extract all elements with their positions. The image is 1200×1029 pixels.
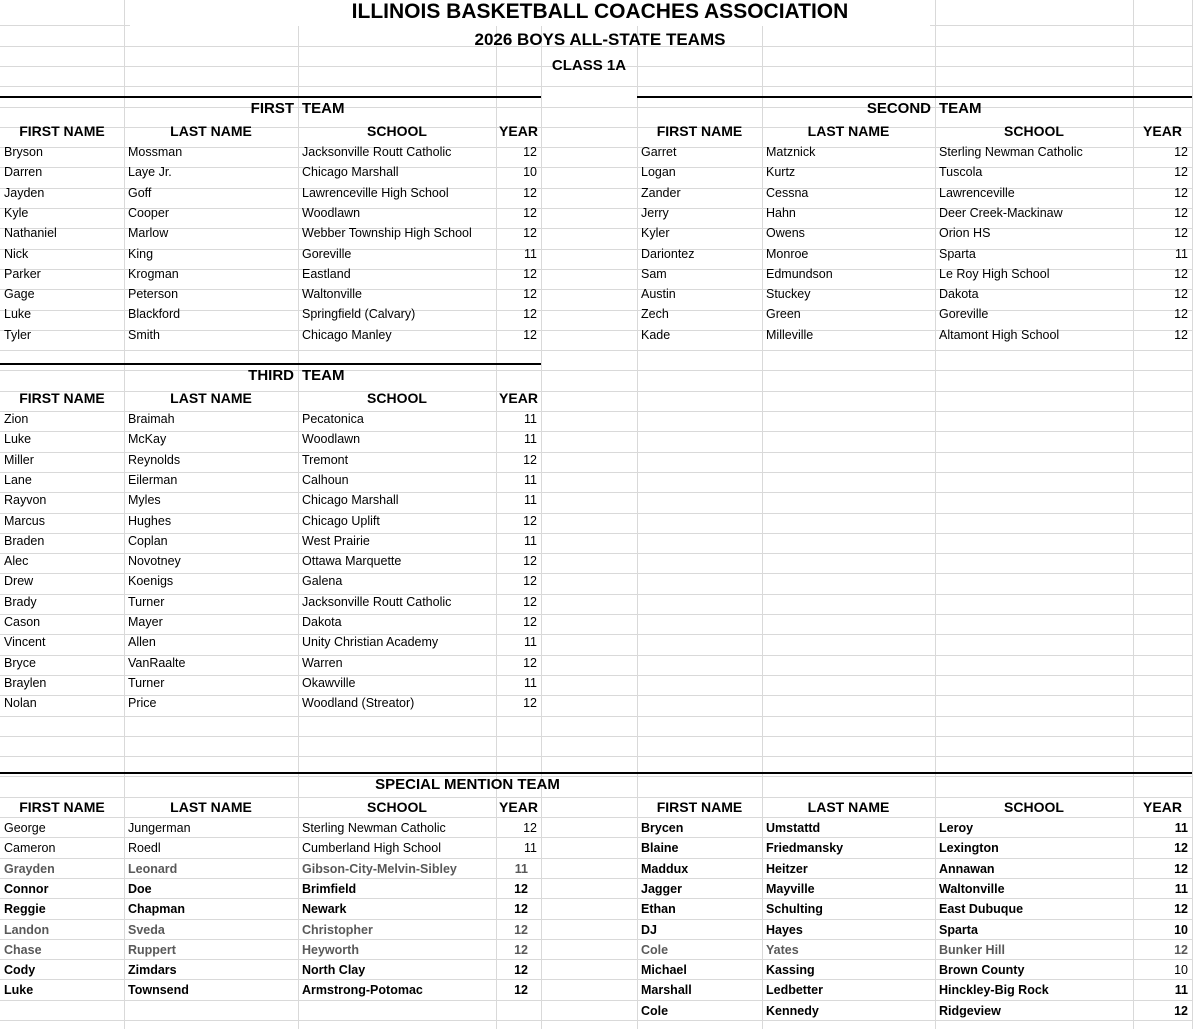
last-name-cell: Stuckey xyxy=(766,287,811,302)
first-name-cell: Brycen xyxy=(641,821,684,835)
header-first-name: FIRST NAME xyxy=(656,799,743,815)
grid-column-line xyxy=(762,0,763,1029)
school-cell: Christopher xyxy=(302,922,373,937)
section-label-team: TEAM xyxy=(302,367,345,384)
school-cell: Ottawa Marquette xyxy=(302,554,402,569)
last-name-cell: Koenigs xyxy=(128,574,174,589)
first-name-cell: Grayden xyxy=(4,861,55,876)
year-cell: 12 xyxy=(1174,942,1188,957)
first-name-cell: Ethan xyxy=(641,902,676,917)
year-cell: 12 xyxy=(1174,185,1188,200)
first-name-cell: Zech xyxy=(641,307,669,322)
school-cell: Lexington xyxy=(939,841,999,856)
last-name-cell: Heitzer xyxy=(766,861,808,876)
first-name-cell: Jagger xyxy=(641,881,682,896)
last-name-cell: Ledbetter xyxy=(766,983,823,998)
last-name-cell: Milleville xyxy=(766,327,814,342)
first-name-cell: Sam xyxy=(641,266,667,281)
year-cell: 11 xyxy=(524,432,537,447)
year-cell: 12 xyxy=(523,574,537,589)
header-last-name: LAST NAME xyxy=(170,123,252,139)
last-name-cell: Novotney xyxy=(128,554,181,569)
last-name-cell: Yates xyxy=(766,942,799,957)
header-first-name: FIRST NAME xyxy=(19,799,105,815)
year-cell: 12 xyxy=(523,266,537,281)
last-name-cell: Monroe xyxy=(766,246,809,261)
school-cell: Jacksonville Routt Catholic xyxy=(302,594,452,609)
section-label-team: TEAM xyxy=(302,100,345,117)
last-name-cell: Sveda xyxy=(128,922,165,937)
year-cell: 10 xyxy=(523,165,537,180)
header-first-name: FIRST NAME xyxy=(656,123,743,139)
year-cell: 12 xyxy=(514,902,528,917)
class-label: CLASS 1A xyxy=(551,57,627,74)
first-name-cell: Tyler xyxy=(4,327,32,342)
year-cell: 12 xyxy=(523,327,537,342)
header-year: YEAR xyxy=(499,799,538,815)
section-label: SPECIAL MENTION TEAM xyxy=(375,776,560,793)
last-name-cell: Allen xyxy=(128,635,156,650)
school-cell: Okawville xyxy=(302,675,356,690)
grid-row-line xyxy=(0,736,1192,737)
last-name-cell: Mayville xyxy=(766,881,815,896)
year-cell: 11 xyxy=(524,533,537,548)
header-year: YEAR xyxy=(499,390,538,406)
year-cell: 12 xyxy=(1174,902,1188,917)
year-cell: 11 xyxy=(524,841,537,856)
school-cell: Eastland xyxy=(302,266,351,281)
page-subtitle: 2026 BOYS ALL-STATE TEAMS xyxy=(474,30,726,49)
grid-column-line xyxy=(637,0,638,1029)
last-name-cell: Hahn xyxy=(766,205,796,220)
first-name-cell: Nathaniel xyxy=(4,226,57,241)
year-cell: 11 xyxy=(524,675,537,690)
year-cell: 12 xyxy=(1174,307,1188,322)
school-cell: Heyworth xyxy=(302,942,359,957)
school-cell: Woodlawn xyxy=(302,205,361,220)
last-name-cell: Ruppert xyxy=(128,942,176,957)
school-cell: Warren xyxy=(302,655,343,670)
header-last-name: LAST NAME xyxy=(170,799,252,815)
last-name-cell: Peterson xyxy=(128,287,179,302)
first-name-cell: Gage xyxy=(4,287,35,302)
header-school: SCHOOL xyxy=(1004,123,1064,139)
first-name-cell: Cole xyxy=(641,1003,669,1018)
last-name-cell: Friedmansky xyxy=(766,841,844,856)
school-cell: Sterling Newman Catholic xyxy=(302,821,446,835)
year-cell: 12 xyxy=(523,821,537,835)
first-name-cell: Marshall xyxy=(641,983,692,998)
header-last-name: LAST NAME xyxy=(170,390,252,406)
year-cell: 12 xyxy=(523,655,537,670)
year-cell: 12 xyxy=(523,554,537,569)
last-name-cell: Reynolds xyxy=(128,452,181,467)
last-name-cell: Coplan xyxy=(128,533,168,548)
school-cell: Bunker Hill xyxy=(939,942,1005,957)
first-name-cell: Kade xyxy=(641,327,671,342)
year-cell: 12 xyxy=(1174,266,1188,281)
last-name-cell: Jungerman xyxy=(128,821,191,835)
last-name-cell: Eilerman xyxy=(128,472,178,487)
year-cell: 11 xyxy=(524,412,537,426)
last-name-cell: King xyxy=(128,246,154,261)
section-label: THIRD xyxy=(248,367,294,384)
school-cell: Woodlawn xyxy=(302,432,361,447)
first-name-cell: Connor xyxy=(4,881,49,896)
year-cell: 11 xyxy=(524,246,537,261)
section-label: SECOND xyxy=(866,100,931,117)
year-cell: 12 xyxy=(1174,861,1188,876)
last-name-cell: Matznick xyxy=(766,145,816,159)
school-cell: Waltonville xyxy=(302,287,362,302)
school-cell: Sparta xyxy=(939,246,976,261)
school-cell: Waltonville xyxy=(939,881,1005,896)
last-name-cell: Krogman xyxy=(128,266,179,281)
school-cell: Galena xyxy=(302,574,343,589)
first-name-cell: Luke xyxy=(4,983,34,998)
last-name-cell: Green xyxy=(766,307,801,322)
school-cell: Brown County xyxy=(939,963,1025,978)
year-cell: 11 xyxy=(524,635,537,650)
school-cell: Hinckley-Big Rock xyxy=(939,983,1049,998)
header-last-name: LAST NAME xyxy=(807,799,890,815)
first-name-cell: Drew xyxy=(4,574,34,589)
year-cell: 12 xyxy=(523,615,537,629)
first-name-cell: Jayden xyxy=(4,185,45,200)
year-cell: 12 xyxy=(523,307,537,322)
school-cell: Ridgeview xyxy=(939,1003,1001,1018)
school-cell: Leroy xyxy=(939,821,974,835)
school-cell: Chicago Uplift xyxy=(302,513,380,528)
year-cell: 12 xyxy=(514,963,528,978)
school-cell: East Dubuque xyxy=(939,902,1024,917)
grid-column-line xyxy=(935,0,936,1029)
school-cell: Cumberland High School xyxy=(302,841,441,856)
first-name-cell: Luke xyxy=(4,432,32,447)
header-last-name: LAST NAME xyxy=(807,123,890,139)
year-cell: 12 xyxy=(1174,145,1188,159)
year-cell: 12 xyxy=(514,942,528,957)
section-label-team: TEAM xyxy=(939,100,982,117)
first-name-cell: Zion xyxy=(4,412,29,426)
header-school: SCHOOL xyxy=(367,123,427,139)
year-cell: 12 xyxy=(514,881,528,896)
year-cell: 12 xyxy=(523,594,537,609)
school-cell: Goreville xyxy=(939,307,989,322)
first-name-cell: Nolan xyxy=(4,696,37,711)
school-cell: Chicago Manley xyxy=(302,327,392,342)
school-cell: Calhoun xyxy=(302,472,349,487)
first-name-cell: Brady xyxy=(4,594,37,609)
first-name-cell: George xyxy=(4,821,46,835)
first-name-cell: Maddux xyxy=(641,861,689,876)
header-first-name: FIRST NAME xyxy=(19,390,105,406)
first-name-cell: Bryce xyxy=(4,655,36,670)
first-name-cell: Austin xyxy=(641,287,676,302)
year-cell: 11 xyxy=(524,493,537,508)
school-cell: Orion HS xyxy=(939,226,991,241)
year-cell: 11 xyxy=(524,472,537,487)
first-name-cell: Braylen xyxy=(4,675,47,690)
year-cell: 12 xyxy=(523,226,537,241)
last-name-cell: Kennedy xyxy=(766,1003,819,1018)
header-year: YEAR xyxy=(1143,799,1182,815)
last-name-cell: Laye Jr. xyxy=(128,165,172,180)
header-school: SCHOOL xyxy=(1004,799,1064,815)
school-cell: Lawrenceville High School xyxy=(302,185,449,200)
last-name-cell: Price xyxy=(128,696,157,711)
year-cell: 12 xyxy=(1174,1003,1188,1018)
grid-column-line xyxy=(1192,0,1193,1029)
last-name-cell: Umstattd xyxy=(766,821,821,835)
grid-row-line xyxy=(0,86,1192,87)
grid-column-line xyxy=(496,0,497,1029)
first-name-cell: Marcus xyxy=(4,513,45,528)
year-cell: 12 xyxy=(523,452,537,467)
first-name-cell: Jerry xyxy=(641,205,669,220)
first-name-cell: Braden xyxy=(4,533,45,548)
school-cell: Sparta xyxy=(939,922,978,937)
first-name-cell: Zander xyxy=(641,185,681,200)
last-name-cell: VanRaalte xyxy=(128,655,186,670)
last-name-cell: Cessna xyxy=(766,185,809,200)
year-cell: 12 xyxy=(523,287,537,302)
last-name-cell: Goff xyxy=(128,185,152,200)
grid-column-line xyxy=(1133,0,1134,1029)
grid-column-line xyxy=(541,0,542,1029)
school-cell: Dakota xyxy=(302,615,342,629)
year-cell: 10 xyxy=(1174,963,1188,978)
school-cell: Unity Christian Academy xyxy=(302,635,439,650)
first-name-cell: Luke xyxy=(4,307,32,322)
grid-column-line xyxy=(298,0,299,1029)
last-name-cell: Turner xyxy=(128,675,165,690)
year-cell: 10 xyxy=(1174,922,1188,937)
school-cell: Chicago Marshall xyxy=(302,493,399,508)
page-title: ILLINOIS BASKETBALL COACHES ASSOCIATION xyxy=(351,0,849,23)
school-cell: Altamont High School xyxy=(939,327,1060,342)
school-cell: Dakota xyxy=(939,287,979,302)
first-name-cell: Cody xyxy=(4,963,36,978)
year-cell: 12 xyxy=(523,185,537,200)
last-name-cell: Braimah xyxy=(128,412,175,426)
year-cell: 11 xyxy=(1174,881,1188,896)
header-first-name: FIRST NAME xyxy=(19,123,105,139)
first-name-cell: Lane xyxy=(4,472,32,487)
header-year: YEAR xyxy=(1143,123,1182,139)
last-name-cell: Smith xyxy=(128,327,160,342)
last-name-cell: Kurtz xyxy=(766,165,796,180)
grid-row-line xyxy=(0,716,1192,717)
school-cell: Gibson-City-Melvin-Sibley xyxy=(302,861,457,876)
first-name-cell: Bryson xyxy=(4,145,43,159)
last-name-cell: Kassing xyxy=(766,963,815,978)
first-name-cell: Vincent xyxy=(4,635,46,650)
first-name-cell: Reggie xyxy=(4,902,46,917)
last-name-cell: Cooper xyxy=(128,205,169,220)
last-name-cell: Owens xyxy=(766,226,805,241)
header-school: SCHOOL xyxy=(367,390,427,406)
first-name-cell: Chase xyxy=(4,942,42,957)
last-name-cell: Doe xyxy=(128,881,152,896)
year-cell: 12 xyxy=(514,983,528,998)
first-name-cell: Parker xyxy=(4,266,41,281)
last-name-cell: Mossman xyxy=(128,145,183,159)
first-name-cell: Logan xyxy=(641,165,676,180)
last-name-cell: Schulting xyxy=(766,902,823,917)
school-cell: West Prairie xyxy=(302,533,370,548)
section-label: FIRST xyxy=(250,100,294,117)
first-name-cell: Darren xyxy=(4,165,43,180)
first-name-cell: Blaine xyxy=(641,841,679,856)
school-cell: Goreville xyxy=(302,246,352,261)
last-name-cell: Townsend xyxy=(128,983,189,998)
last-name-cell: Hayes xyxy=(766,922,803,937)
first-name-cell: Michael xyxy=(641,963,687,978)
school-cell: Springfield (Calvary) xyxy=(302,307,416,322)
last-name-cell: Zimdars xyxy=(128,963,177,978)
last-name-cell: Chapman xyxy=(128,902,185,917)
year-cell: 12 xyxy=(523,696,537,711)
first-name-cell: DJ xyxy=(641,922,657,937)
school-cell: Tuscola xyxy=(939,165,983,180)
first-name-cell: Kyle xyxy=(4,205,29,220)
first-name-cell: Miller xyxy=(4,452,34,467)
first-name-cell: Rayvon xyxy=(4,493,47,508)
last-name-cell: Mayer xyxy=(128,615,163,629)
last-name-cell: Marlow xyxy=(128,226,169,241)
last-name-cell: Blackford xyxy=(128,307,181,322)
last-name-cell: Turner xyxy=(128,594,165,609)
year-cell: 11 xyxy=(1174,983,1188,998)
grid-row-line xyxy=(0,756,1192,757)
first-name-cell: Garret xyxy=(641,145,677,159)
first-name-cell: Cason xyxy=(4,615,41,629)
school-cell: North Clay xyxy=(302,963,366,978)
year-cell: 12 xyxy=(1174,841,1188,856)
last-name-cell: Roedl xyxy=(128,841,161,856)
school-cell: Le Roy High School xyxy=(939,266,1050,281)
school-cell: Annawan xyxy=(939,861,995,876)
first-name-cell: Alec xyxy=(4,554,29,569)
school-cell: Armstrong-Potomac xyxy=(302,983,423,998)
first-name-cell: Kyler xyxy=(641,226,670,241)
school-cell: Tremont xyxy=(302,452,349,467)
first-name-cell: Landon xyxy=(4,922,50,937)
year-cell: 12 xyxy=(1174,205,1188,220)
grid-row-line xyxy=(0,350,1192,351)
year-cell: 11 xyxy=(1174,821,1188,835)
school-cell: Jacksonville Routt Catholic xyxy=(302,145,452,159)
year-cell: 12 xyxy=(523,205,537,220)
first-name-cell: Cole xyxy=(641,942,669,957)
year-cell: 12 xyxy=(1174,327,1188,342)
year-cell: 12 xyxy=(1174,287,1188,302)
last-name-cell: Myles xyxy=(128,493,161,508)
first-name-cell: Nick xyxy=(4,246,29,261)
header-school: SCHOOL xyxy=(367,799,427,815)
last-name-cell: Hughes xyxy=(128,513,172,528)
school-cell: Pecatonica xyxy=(302,412,364,426)
school-cell: Webber Township High School xyxy=(302,226,472,241)
year-cell: 12 xyxy=(1174,165,1188,180)
year-cell: 12 xyxy=(523,145,537,159)
school-cell: Brimfield xyxy=(302,881,357,896)
year-cell: 12 xyxy=(1174,226,1188,241)
year-cell: 11 xyxy=(1175,246,1188,261)
school-cell: Deer Creek-Mackinaw xyxy=(939,205,1063,220)
school-cell: Woodland (Streator) xyxy=(302,696,415,711)
school-cell: Sterling Newman Catholic xyxy=(939,145,1083,159)
last-name-cell: Edmundson xyxy=(766,266,833,281)
last-name-cell: Leonard xyxy=(128,861,178,876)
school-cell: Chicago Marshall xyxy=(302,165,399,180)
year-cell: 11 xyxy=(514,861,528,876)
year-cell: 12 xyxy=(514,922,528,937)
school-cell: Lawrenceville xyxy=(939,185,1015,200)
year-cell: 12 xyxy=(523,513,537,528)
header-year: YEAR xyxy=(499,123,538,139)
first-name-cell: Dariontez xyxy=(641,246,695,261)
grid-column-line xyxy=(124,0,125,1029)
school-cell: Newark xyxy=(302,902,347,917)
last-name-cell: McKay xyxy=(128,432,167,447)
first-name-cell: Cameron xyxy=(4,841,56,856)
